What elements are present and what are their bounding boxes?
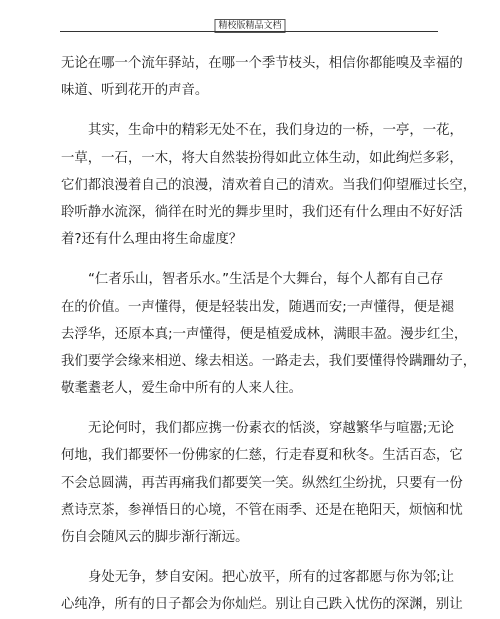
text-line: 无论在哪一个流年驿站，在哪一个季节枝头，相信你都能嗅及幸福的	[61, 56, 463, 71]
paragraph-3	[61, 266, 477, 402]
paragraph-gap	[61, 253, 421, 266]
text-line: 煮诗烹茶，参禅悟日的心境，不管在雨季、还是在艳阳天，烦恼和忧	[61, 502, 463, 518]
text-line: 何地，我们都要怀一份佛家的仁慈，行走春夏和秋冬。生活百态，它	[61, 448, 463, 464]
text-line: 不会总圆满，再苦再痛我们都要笑一笑。纵然红尘纷扰，只要有一份	[61, 475, 463, 491]
text-line: 心纯净，所有的日子都会为你灿烂。别让自己跌入忧伤的深渊，别让	[61, 597, 463, 613]
paragraph-gap	[61, 551, 421, 564]
text-line: 其实，生命中的精彩无处不在，我们身边的一桥，一亭，一花，	[88, 123, 463, 139]
text-line: 敬耄耋老人，爱生命中所有的人来人往。	[61, 381, 303, 397]
document-body	[61, 50, 477, 619]
paragraph-2	[61, 117, 477, 253]
paragraph-gap	[61, 402, 421, 415]
text-line: 着?还有什么理由将生命虚度？	[61, 232, 243, 248]
text-line: 无论何时，我们都应携一份素衣的恬淡，穿越繁华与喧嚣;无论	[88, 421, 455, 437]
text-line: 聆听静水流深，徜徉在时光的舞步里时，我们还有什么理由不好好活	[61, 204, 463, 220]
text-line: 味道、听到花开的声音。	[61, 83, 209, 99]
text-line: 我们要学会缘来相逆、缘去相送。一路走去，我们要懂得怜蹒跚幼子，	[61, 353, 477, 369]
text-line: 一草，一石，一木，将大自然装扮得如此立体生动，如此绚烂多彩，	[61, 150, 463, 166]
text-line: 在的价值。一声懂得，便是轻装出发，随遇而安;一声懂得，便是褪	[61, 299, 454, 315]
paragraph-4	[61, 415, 463, 551]
text-line: 伤自会随风云的脚步渐行渐远。	[61, 530, 249, 545]
text-line: 身处无争，梦自安闲。把心放平，所有的过客都愿与你为邻;让	[88, 570, 455, 586]
text-line: 它们都浪漫着自己的浪漫，清欢着自己的清欢。当我们仰望雁过长空，	[61, 177, 477, 193]
header-rule	[60, 31, 438, 32]
text-line: 去浮华，还原本真;一声懂得，便是植爱成林，满眼丰盈。漫步红尘，	[61, 326, 468, 342]
paragraph-5	[61, 564, 463, 618]
header-label: 精校版精品文档	[214, 19, 285, 33]
paragraph-1	[61, 50, 463, 104]
paragraph-gap	[61, 104, 421, 117]
text-line: “仁者乐山，智者乐水。”生活是个大舞台，每个人都有自己存	[88, 272, 444, 288]
